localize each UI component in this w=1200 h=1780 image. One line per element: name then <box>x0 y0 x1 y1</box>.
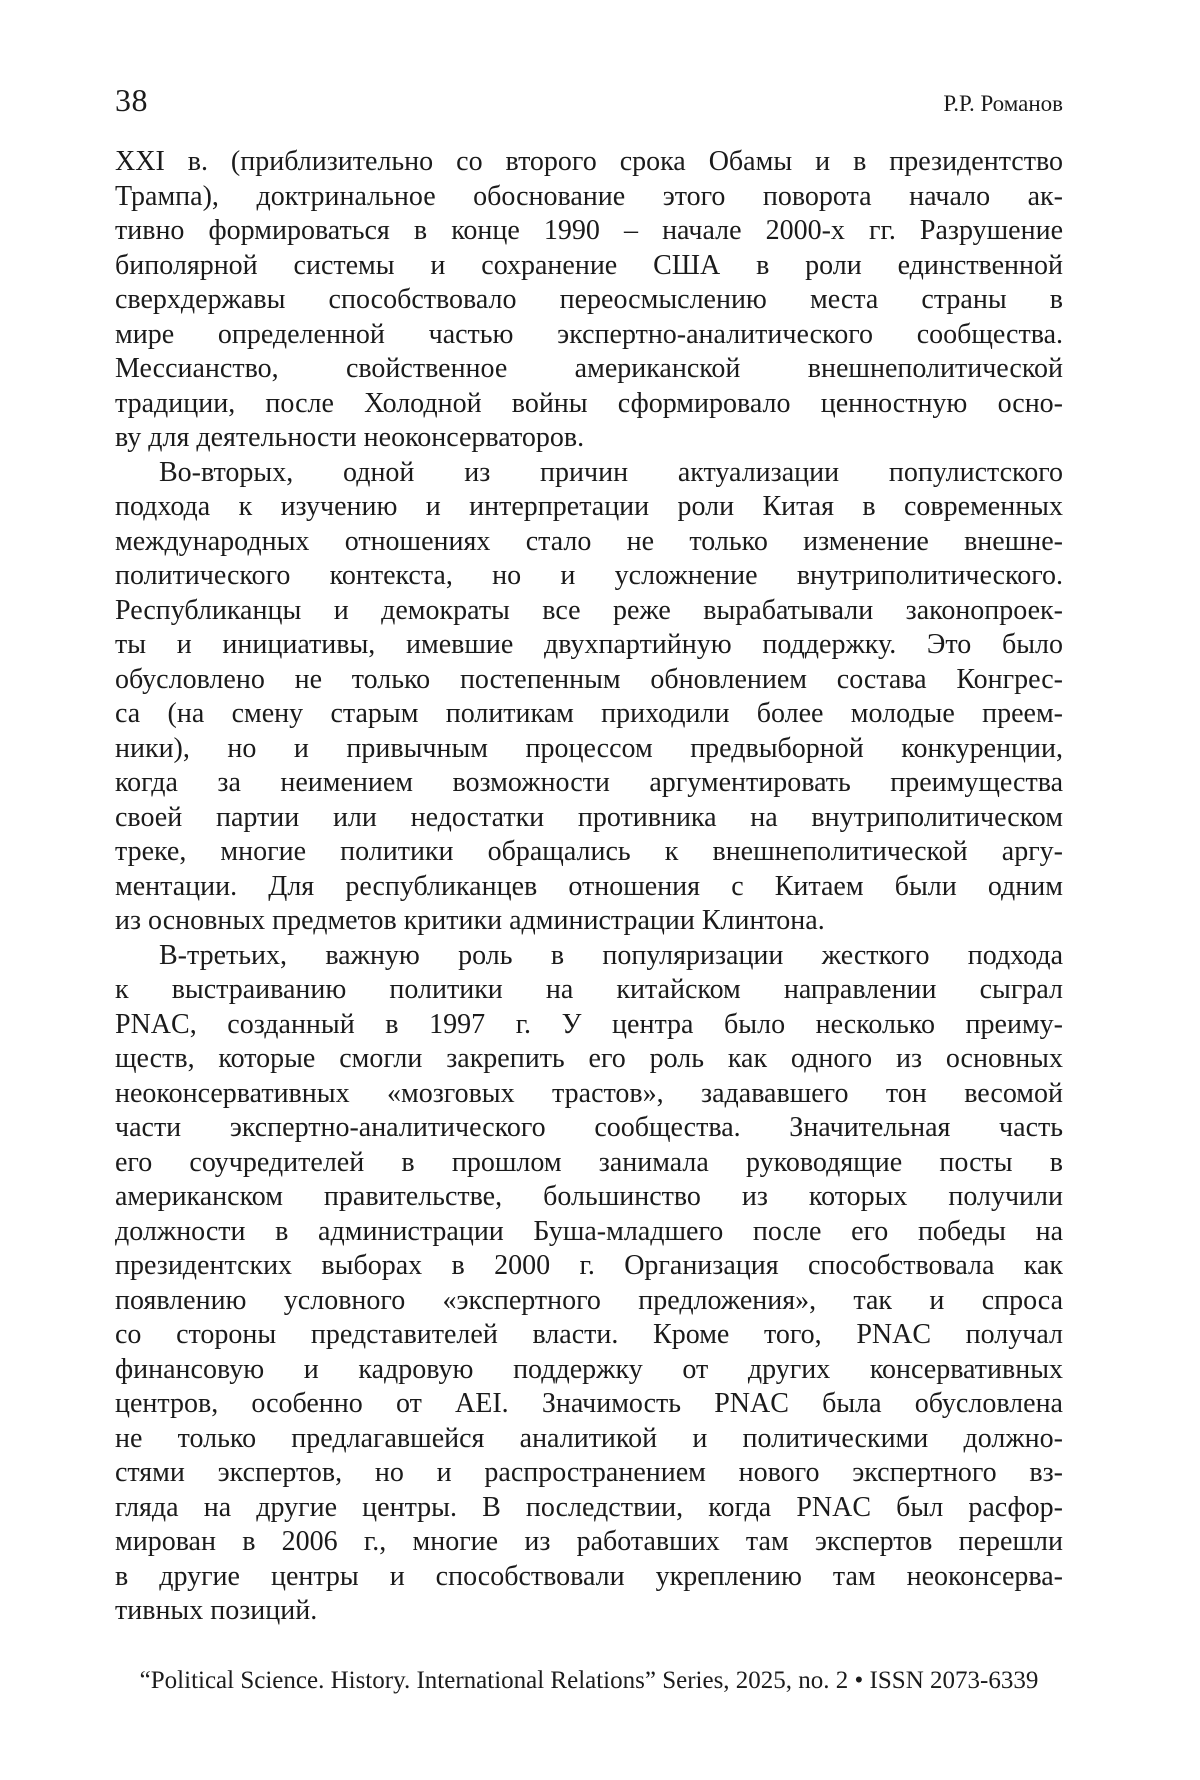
text-line: мире определенной частью экспертно-аналитического сообщества. <box>115 318 1063 350</box>
page-header <box>115 84 1063 116</box>
text-line: политического контекста, но и усложнение внутриполитического. <box>115 560 1063 591</box>
text-line: ты и инициативы, имевшие двухпартийную поддержку. Это было <box>115 629 1063 660</box>
text-line: тивных позиций. <box>115 1595 318 1626</box>
text-line: тивно формироваться в конце 1990 – начале 2000-х гг. Разрушение <box>115 215 1063 246</box>
text-line: финансовую и кадровую поддержку от других консервативных <box>115 1353 1063 1385</box>
text-line: сверхдержавы способствовало переосмыслению места страны в <box>115 284 1063 315</box>
text-line: Республиканцы и демократы все реже вырабатывали законопроек- <box>115 594 1063 626</box>
text-line: международных отношениях стало не только изменение внешне- <box>115 525 1063 557</box>
text-line: появлению условного «экспертного предложения», так и спроса <box>115 1284 1063 1316</box>
text-line: стями экспертов, но и распространением нового экспертного вз- <box>115 1457 1063 1488</box>
text-line: Во-вторых, одной из причин актуализации популистского <box>159 456 1063 488</box>
text-line: PNAC, созданный в 1997 г. У центра было несколько преиму- <box>115 1008 1063 1040</box>
text-line: не только предлагавшейся аналитикой и политическими должно- <box>115 1422 1063 1454</box>
page-footer <box>115 1666 1063 1696</box>
text-line: в другие центры и способствовали укреплению там неоконсерва- <box>115 1560 1063 1592</box>
body-text <box>115 145 1063 1629</box>
page-number: 38 <box>115 82 148 118</box>
paragraph <box>115 456 1063 939</box>
text-line: центров, особенно от AEI. Значимость PNAC была обусловлена <box>115 1388 1063 1419</box>
text-line: ществ, которые смогли закрепить его роль как одного из основных <box>115 1043 1063 1074</box>
text-line: XXI в. (приблизительно со второго срока Обамы и в президентство <box>115 146 1063 177</box>
text-line: мирован в 2006 г., многие из работавших там экспертов перешли <box>115 1526 1063 1557</box>
text-line: к выстраиванию политики на китайском направлении сыграл <box>115 974 1063 1005</box>
text-line: обусловлено не только постепенным обновлением состава Конгрес- <box>115 663 1063 695</box>
text-line: са (на смену старым политикам приходили более молодые преем- <box>115 698 1063 729</box>
paragraph <box>115 939 1063 1629</box>
text-line: когда за неимением возможности аргументировать преимущества <box>115 767 1063 798</box>
text-line: Трампа), доктринальное обоснование этого поворота начало ак- <box>115 180 1063 212</box>
text-line: В-третьих, важную роль в популяризации жесткого подхода <box>159 939 1063 971</box>
text-line: треке, многие политики обращались к внешнеполитической аргу- <box>115 836 1063 867</box>
text-line: Мессианство, свойственное американской внешнеполитической <box>115 353 1063 384</box>
text-line: ву для деятельности неоконсерваторов. <box>115 422 585 453</box>
text-line: неоконсервативных «мозговых трастов», задававшего тон весомой <box>115 1077 1063 1109</box>
text-line: подхода к изучению и интерпретации роли Китая в современных <box>115 491 1063 522</box>
text-line: ментации. Для республиканцев отношения с Китаем были одним <box>115 870 1063 902</box>
text-line: американском правительстве, большинство из которых получили <box>115 1181 1063 1212</box>
text-line: части экспертно-аналитического сообщества. Значительная часть <box>115 1112 1063 1143</box>
running-head-author: Р.Р. Романов <box>943 91 1063 116</box>
text-line: его соучредителей в прошлом занимала руководящие посты в <box>115 1146 1063 1178</box>
text-line: традиции, после Холодной войны сформировало ценностную осно- <box>115 387 1063 419</box>
text-line: ники), но и привычным процессом предвыборной конкуренции, <box>115 732 1063 764</box>
text-line: гляда на другие центры. В последствии, когда PNAC был расфор- <box>115 1491 1063 1523</box>
text-line: своей партии или недостатки противника на внутриполитическом <box>115 801 1063 833</box>
text-line: биполярной системы и сохранение США в роли единственной <box>115 249 1063 281</box>
text-line: со стороны представителей власти. Кроме того, PNAC получал <box>115 1319 1063 1350</box>
text-line: президентских выборах в 2000 г. Организация способствовала как <box>115 1250 1063 1281</box>
footer-journal-line: “Political Science. History. International Relations” Series, 2025, no. 2 • ISSN 2073-6339 <box>139 1667 1039 1694</box>
text-line: должности в администрации Буша-младшего после его победы на <box>115 1215 1063 1247</box>
text-line: из основных предметов критики администрации Клинтона. <box>115 905 825 936</box>
paragraph <box>115 145 1063 456</box>
